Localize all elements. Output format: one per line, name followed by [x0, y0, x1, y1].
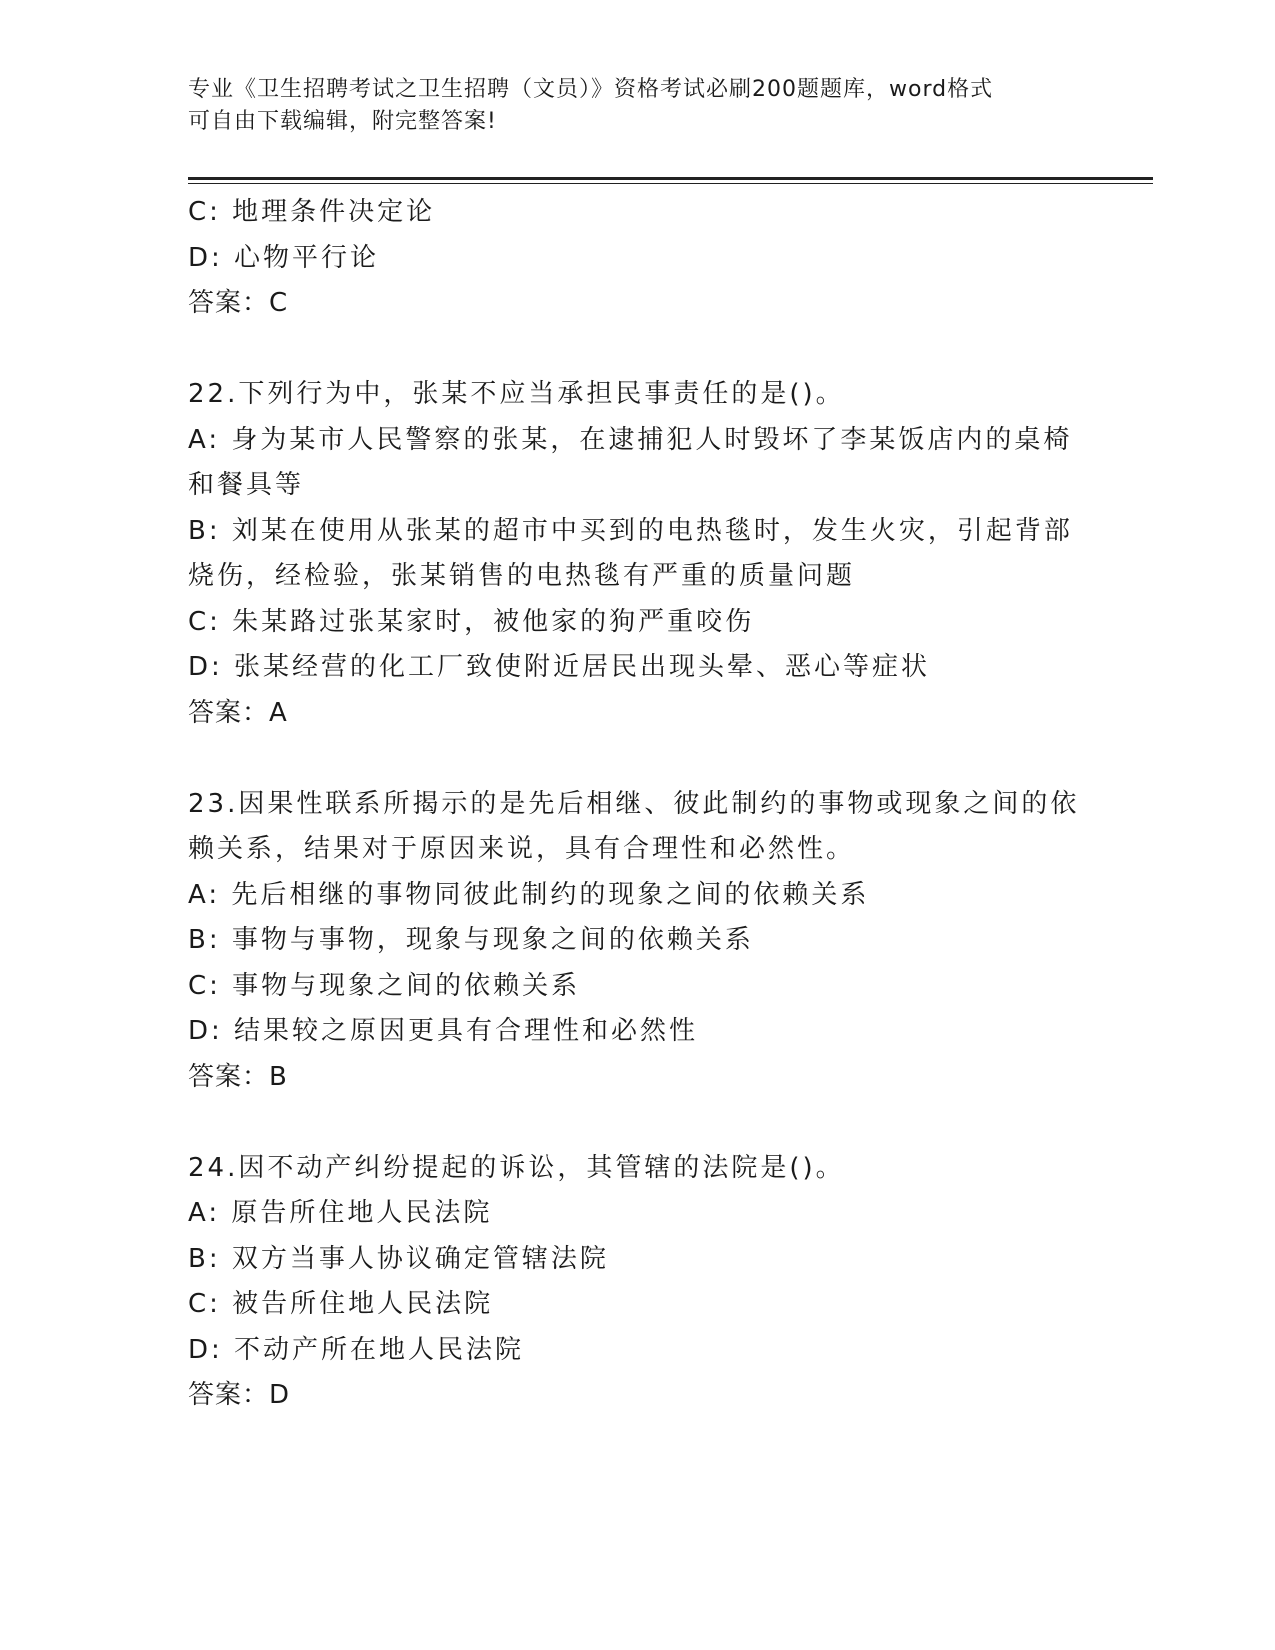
page-header	[188, 74, 1068, 138]
option-b: B: 双方当事人协议确定管辖法院	[188, 1243, 609, 1274]
header-rule-thick	[188, 177, 1153, 180]
question-21-tail	[188, 190, 1088, 327]
option-a-continued: 和餐具等	[188, 470, 305, 500]
option-b: B: 刘某在使用从张某的超市中买到的电热毯时，发生火灾，引起背部	[188, 515, 1073, 546]
option-d: D: 张某经营的化工厂致使附近居民出现头晕、恶心等症状	[188, 652, 931, 682]
answer-line: 答案：B	[188, 1061, 288, 1092]
option-d: D: 心物平行论	[188, 242, 380, 273]
answer-line: 答案：A	[188, 697, 288, 728]
question-stem: 24.因不动产纠纷提起的诉讼，其管辖的法院是()。	[188, 1152, 845, 1183]
option-c: C: 被告所住地人民法院	[188, 1289, 494, 1319]
option-a: A: 原告所住地人民法院	[188, 1198, 493, 1228]
option-d: D: 不动产所在地人民法院	[188, 1334, 525, 1365]
question-stem-continued: 赖关系，结果对于原因来说，具有合理性和必然性。	[188, 834, 856, 864]
option-a: A: 先后相继的事物同彼此制约的现象之间的依赖关系	[188, 879, 870, 910]
spacer	[188, 327, 1088, 373]
answer-line: 答案：D	[188, 1380, 291, 1410]
document-body	[188, 190, 1088, 1419]
option-b: B: 事物与事物，现象与现象之间的依赖关系	[188, 925, 754, 955]
spacer	[188, 736, 1088, 782]
option-b-continued: 烧伤，经检验，张某销售的电热毯有严重的质量问题	[188, 561, 856, 591]
spacer	[188, 1100, 1088, 1146]
option-c: C: 事物与现象之间的依赖关系	[188, 970, 581, 1001]
option-a: A: 身为某市人民警察的张某，在逮捕犯人时毁坏了李某饭店内的桌椅	[188, 424, 1073, 455]
header-line-1: 专业《卫生招聘考试之卫生招聘（文员）》资格考试必刷200题题库，word格式	[188, 77, 994, 102]
option-c: C: 地理条件决定论	[188, 197, 436, 227]
question-stem: 22.下列行为中，张某不应当承担民事责任的是()。	[188, 379, 845, 409]
option-d: D: 结果较之原因更具有合理性和必然性	[188, 1016, 699, 1046]
header-line-2: 可自由下载编辑，附完整答案!	[188, 109, 497, 134]
question-stem: 23.因果性联系所揭示的是先后相继、彼此制约的事物或现象之间的依	[188, 788, 1080, 819]
question-23	[188, 782, 1088, 1101]
header-rule-thin	[188, 183, 1153, 184]
question-22	[188, 372, 1088, 736]
answer-line: 答案：C	[188, 288, 289, 318]
option-c: C: 朱某路过张某家时，被他家的狗严重咬伤	[188, 606, 755, 637]
question-24	[188, 1146, 1088, 1419]
